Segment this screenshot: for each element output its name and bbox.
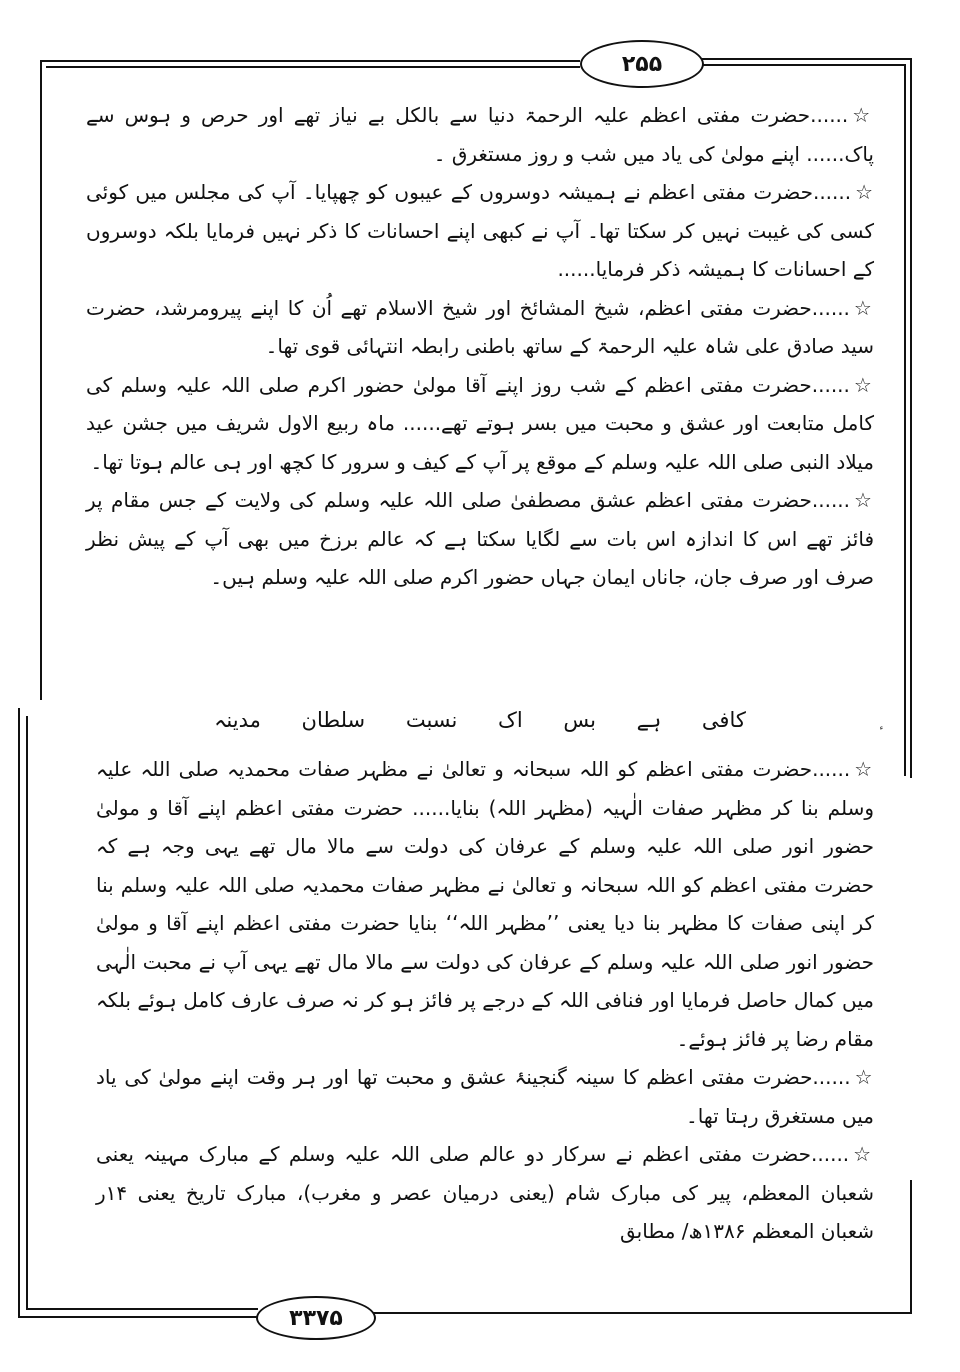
- text-block-lower: [96, 750, 874, 1251]
- bullet-paragraph: [86, 481, 874, 597]
- paragraph-text: ......حضرت مفتی اعظم، شیخ المشائخ اور شیخ الاسلام تھے اُن کا اپنے پیرومرشد، حضرت سید صادق علی شاہ علیہ الرحمۃ کے ساتھ باطنی رابطہ انتہائی قوی تھا۔: [86, 295, 874, 358]
- frame-line-bottom-inner: [26, 1308, 258, 1310]
- frame-line-top-inner: [700, 64, 906, 66]
- frame-line-left-outer: [18, 708, 20, 1318]
- bullet-paragraph: [96, 750, 874, 1058]
- frame-line-bottom-right: [372, 1312, 912, 1314]
- top-page-number: ۲۵۵: [580, 40, 704, 88]
- frame-line-top-left: [40, 60, 580, 62]
- bullet-paragraph: [96, 1135, 874, 1251]
- bullet-paragraph: [86, 96, 874, 173]
- star-bullet-icon: ☆: [854, 488, 874, 512]
- star-bullet-icon: ☆: [852, 103, 874, 127]
- paragraph-text: ......حضرت مفتی اعظم کو اللہ سبحانہ و تعالیٰ نے مظہر صفات محمدیہ صلی اللہ علیہ وسلم بنا کر مظہر صفات الٰہیہ (مظہر اللہ) بنایا...... حضرت مفتی اعظم اپنے آقا و مولیٰ حضور انور صلی اللہ علیہ وسلم کے عرفان کی دولت سے مالا مال تھے یہی وجہ ہے کہ حضرت مفتی اعظم کو اللہ سبحانہ و تعالیٰ نے مظہر صفات محمدیہ صلی اللہ علیہ وسلم بنا کر اپنی صفات کا مظہر بنا دیا یعنی ’’مظہر اللہ‘‘ بنایا حضرت مفتی اعظم اپنے آقا و مولیٰ حضور انور صلی اللہ علیہ وسلم کے عرفان کی دولت سے مالا مال تھے یہی آپ نے محبت الٰہی میں کمال حاصل فرمایا اور فنافی اللہ کے درجے پر فائز ہو کر نہ صرف عارف کامل ہوئے بلکہ مقام رضا پر فائز ہوئے۔: [96, 757, 874, 1051]
- bullet-paragraph: [86, 173, 874, 289]
- paragraph-text: ......حضرت مفتی اعظم نے سرکار دو عالم صلی اللہ علیہ وسلم کے مبارک مہینہ یعنی شعبان المعظم، پیر کی مبارک شام (یعنی درمیان عصر و مغرب)، مبارک تاریخ یعنی ۱۴ر شعبان المعظم ۱۳۸۶ھ/ مطابق: [96, 1142, 874, 1243]
- frame-line-right-bottom: [910, 1180, 912, 1314]
- star-bullet-icon: ☆: [853, 1142, 874, 1166]
- paragraph-text: ......حضرت مفتی اعظم علیہ الرحمۃ دنیا سے بالکل بے نیاز تھے اور حرص و ہوس سے پاک...... اپنے مولیٰ کی یاد میں شب و روز مستغرق ۔: [86, 103, 874, 166]
- paragraph-text: ......حضرت مفتی اعظم عشق مصطفیٰ صلی اللہ علیہ وسلم کی ولایت کے جس مقام پر فائز تھے اس کا اندازہ اس بات سے لگایا سکتا ہے کہ عالم برزخ میں بھی آپ کے پیش نظر صرف اور صرف جان، جاناں ایمان جہاں حضور اکرم صلی اللہ علیہ وسلم ہیں۔: [86, 488, 874, 589]
- frame-line-left-top: [40, 60, 42, 700]
- frame-line-left-inner: [26, 716, 28, 1310]
- bullet-paragraph: [86, 289, 874, 366]
- frame-line-right-inner: [904, 64, 906, 776]
- star-bullet-icon: ☆: [854, 1065, 874, 1089]
- verse-line: کافی ہے بس اک نسبت سلطان مدینہ: [214, 708, 746, 732]
- bottom-page-number: ۳۳۷۵: [256, 1296, 376, 1340]
- paragraph-text: ......حضرت مفتی اعظم کے شب روز اپنے آقا مولیٰ حضور اکرم صلی اللہ علیہ وسلم کی کامل متابعت اور عشق و محبت میں بسر ہوتے تھے...... ماہ ربیع الاول شریف میں جشن عید میلاد النبی صلی اللہ علیہ وسلم کے موقع پر آپ کے کیف و سرور کا کچھ اور ہی عالم ہوتا تھا۔: [86, 372, 874, 474]
- bullet-paragraph: [86, 366, 874, 482]
- paragraph-text: ......حضرت مفتی اعظم نے ہمیشہ دوسروں کے عیبوں کو چھپایا۔ آپ کی مجلس میں کوئی کسی کی غیبت نہیں کر سکتا تھا۔ آپ نے کبھی اپنے احسانات کا ذکر نہیں فرمایا بلکہ دوسروں کے احسانات کا ہمیشہ ذکر فرمایا......: [86, 180, 874, 281]
- bullet-paragraph: [96, 1058, 874, 1135]
- frame-line-right-outer: [910, 58, 912, 778]
- frame-line-bottom-outer: [18, 1316, 258, 1318]
- star-bullet-icon: ☆: [853, 372, 874, 397]
- frame-line-top: [700, 58, 912, 60]
- frame-line-top-left-inner: [46, 66, 580, 68]
- star-bullet-icon: ☆: [854, 757, 874, 781]
- star-bullet-icon: ☆: [853, 295, 874, 320]
- star-bullet-icon: ☆: [855, 180, 874, 204]
- text-block-upper: [86, 96, 874, 597]
- paragraph-text: ......حضرت مفتی اعظم کا سینہ گنجینۂ عشق و محبت تھا اور ہر وقت اپنے مولیٰ کی یاد میں مستغرق رہتا تھا۔: [96, 1065, 874, 1128]
